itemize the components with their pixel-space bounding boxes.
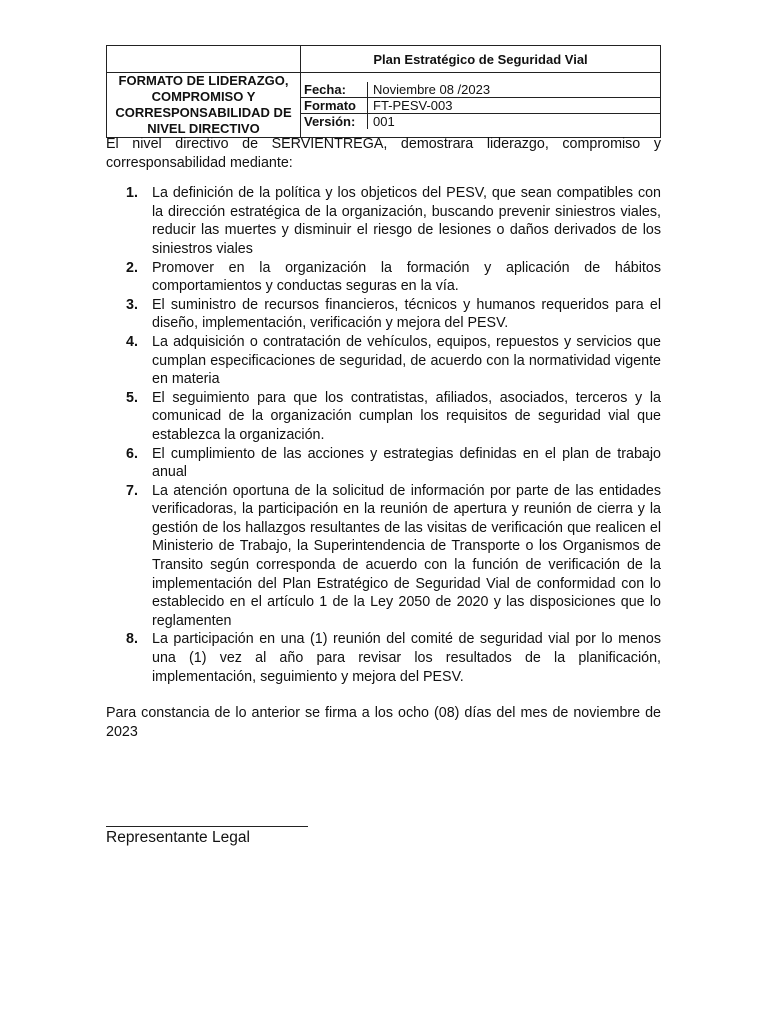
meta-value: 001 bbox=[373, 113, 395, 129]
item-text: La adquisición o contratación de vehículos, equipos, repuestos y servicios que cumplan especificaciones de seguridad, de acuerdo con la normatividad vigente en materia bbox=[152, 333, 661, 388]
item-text: El seguimiento para que los contratistas, afiliados, asociados, terceros y la comunicad de la organización cumplan los requisitos de seguridad vial que establezca la organización. bbox=[152, 389, 661, 443]
list-item bbox=[106, 630, 661, 686]
item-number: 5. bbox=[126, 389, 138, 406]
meta-row-fecha bbox=[301, 82, 660, 98]
logo-placeholder-cell bbox=[107, 46, 301, 73]
meta-key: Versión: bbox=[301, 113, 368, 129]
document-header bbox=[106, 45, 661, 138]
signature-line bbox=[106, 810, 308, 827]
meta-value: FT-PESV-003 bbox=[368, 97, 661, 113]
list-item bbox=[106, 333, 661, 389]
meta-key: Fecha: bbox=[301, 82, 368, 98]
item-number: 3. bbox=[126, 296, 138, 313]
list-item bbox=[106, 445, 661, 482]
intro-paragraph: El nivel directivo de SERVIENTREGA, demostrara liderazgo, compromiso y corresponsabilidad mediante: bbox=[106, 136, 661, 171]
format-title: FORMATO DE LIDERAZGO, COMPROMISO Y CORRESPONSABILIDAD DE NIVEL DIRECTIVO bbox=[107, 73, 301, 138]
list-item bbox=[106, 259, 661, 296]
closing-paragraph: Para constancia de lo anterior se firma a los ocho (08) días del mes de noviembre de 2023 bbox=[106, 705, 661, 740]
item-number: 4. bbox=[126, 333, 138, 350]
meta-row-formato bbox=[301, 97, 660, 113]
list-item bbox=[106, 184, 661, 258]
meta-row-version bbox=[301, 113, 660, 129]
commitments-list bbox=[106, 184, 661, 686]
item-text: Promover en la organización la formación y aplicación de hábitos comportamientos y conductas seguras en la vía. bbox=[152, 259, 661, 295]
item-number: 7. bbox=[126, 482, 138, 499]
signature-block bbox=[106, 810, 406, 847]
document-body bbox=[106, 135, 661, 741]
meta-block bbox=[301, 73, 661, 138]
plan-title: Plan Estratégico de Seguridad Vial bbox=[301, 46, 661, 73]
item-number: 2. bbox=[126, 259, 138, 276]
meta-key: Formato bbox=[301, 97, 368, 113]
list-item bbox=[106, 482, 661, 631]
item-number: 6. bbox=[126, 445, 138, 462]
list-item bbox=[106, 389, 661, 445]
signature-label: Representante Legal bbox=[106, 829, 250, 846]
item-text: La definición de la política y los objeticos del PESV, que sean compatibles con la dirección estratégica de la organización, buscando prevenir siniestros viales, reducir las muertes y disminuir el riesgo de lesiones o daños derivados de los siniestros viales bbox=[152, 185, 661, 257]
item-number: 1. bbox=[126, 185, 138, 202]
list-item bbox=[106, 296, 661, 333]
item-text: La atención oportuna de la solicitud de información por parte de las entidades verificadoras, la participación en la reunión de apertura y reunión de cierra y la gestión de los hallazgos resultantes de las visitas de verificación que realicen el Ministerio de Trabajo, la Superintendencia de Transporte o los Organismos de Transito según corresponda de acuerdo con la función de verificación de la implementación del Plan Estratégico de Seguridad Vial de conformidad con lo establecido en el artículo 1 de la Ley 2050 de 2020 y las disposiciones que lo reglamenten bbox=[152, 482, 661, 629]
item-text: El cumplimiento de las acciones y estrategias definidas en el plan de trabajo anual bbox=[152, 445, 661, 481]
meta-value: Noviembre 08 /2023 bbox=[368, 82, 661, 98]
item-text: El suministro de recursos financieros, técnicos y humanos requeridos para el diseño, implementación, verificación y mejora del PESV. bbox=[152, 296, 661, 332]
item-number: 8. bbox=[126, 631, 138, 648]
item-text: La participación en una (1) reunión del comité de seguridad vial por lo menos una (1) vez al año para revisar los resultados de la planificación, implementación, seguimiento y mejora del PESV. bbox=[152, 631, 661, 685]
